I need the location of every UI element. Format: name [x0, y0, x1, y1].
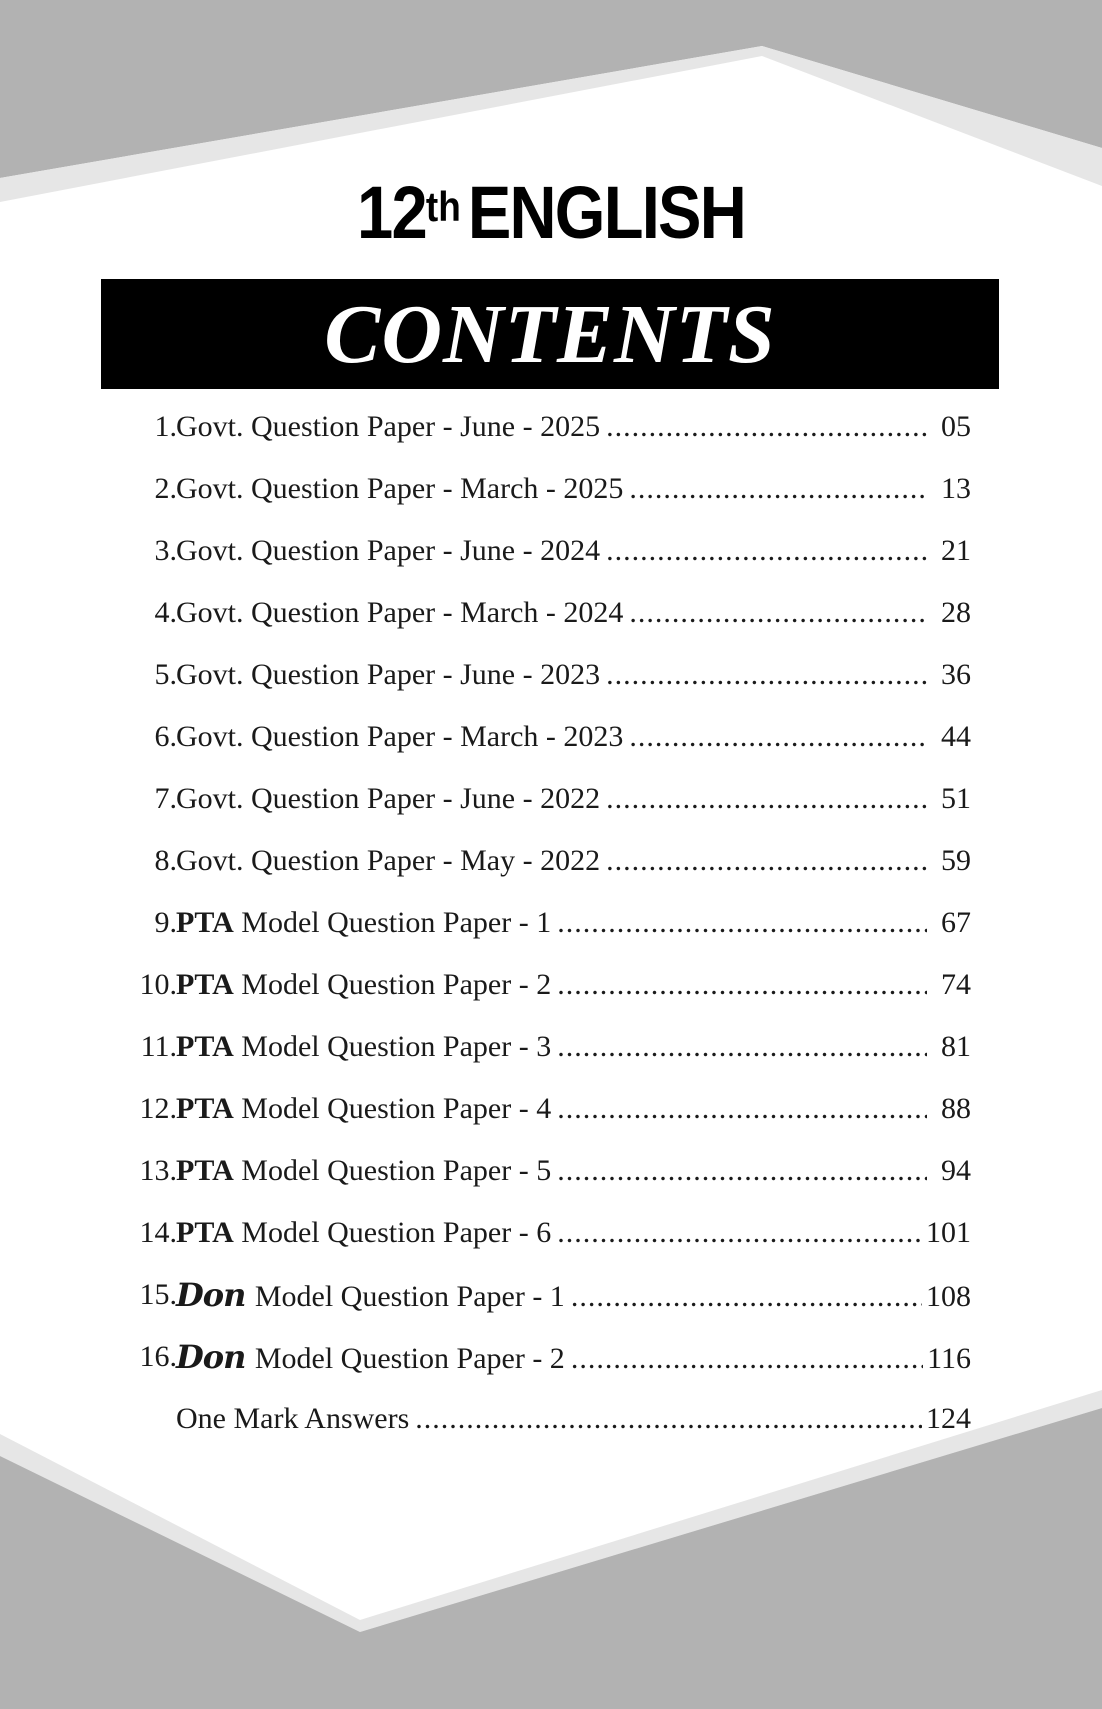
dot-leader: [571, 1280, 922, 1314]
toc-page-number: 59: [941, 844, 971, 877]
toc-row: [0, 1388, 1102, 1450]
toc-number: 12.: [139, 1092, 177, 1125]
dot-leader: [606, 534, 927, 568]
toc-entry: [176, 1216, 971, 1250]
toc-row: [0, 396, 1102, 458]
toc-title: Govt. Question Paper - March - 2024: [176, 596, 624, 629]
contents-banner: [101, 279, 999, 389]
toc-row: [0, 1326, 1102, 1388]
toc-entry: [176, 968, 971, 1002]
toc-page-number: 36: [941, 658, 971, 691]
toc-entry: [176, 1092, 971, 1126]
toc-title: Govt. Question Paper - March - 2025: [176, 472, 624, 505]
toc-title: Model Question Paper - 3: [241, 1030, 552, 1063]
dot-leader: [606, 844, 927, 878]
toc-row: [0, 1264, 1102, 1326]
toc-number: 3.: [154, 534, 177, 567]
dot-leader: [557, 1092, 927, 1126]
toc-row: [0, 1202, 1102, 1264]
toc-title: Model Question Paper - 2: [254, 1342, 565, 1375]
toc-number: 5.: [154, 658, 177, 691]
toc-entry: [176, 410, 971, 444]
toc-number: 9.: [154, 906, 177, 939]
dot-leader: [629, 472, 927, 506]
pta-brand-label: PTA: [176, 1092, 234, 1125]
toc-page-number: 28: [941, 596, 971, 629]
dot-leader: [557, 968, 927, 1002]
toc-row: [0, 706, 1102, 768]
toc-entry: [176, 472, 971, 506]
toc-page-number: 13: [941, 472, 971, 505]
toc-title: Model Question Paper - 6: [241, 1216, 552, 1249]
toc-row: [0, 644, 1102, 706]
toc-page-number: 101: [926, 1216, 971, 1249]
toc-row: [0, 582, 1102, 644]
toc-number: 10.: [139, 968, 177, 1001]
toc-page-number: 44: [941, 720, 971, 753]
toc-page-number: 05: [941, 410, 971, 443]
pta-brand-label: PTA: [176, 1154, 234, 1187]
toc-row: [0, 768, 1102, 830]
toc-page-number: 116: [927, 1342, 971, 1375]
book-title: [66, 168, 1036, 258]
don-brand-logo: Don: [176, 1276, 246, 1314]
toc-entry: [176, 534, 971, 568]
pta-brand-label: PTA: [176, 968, 234, 1001]
toc-number: 2.: [154, 472, 177, 505]
toc-row: [0, 520, 1102, 582]
toc-title: Model Question Paper - 1: [241, 906, 552, 939]
toc-entry: [176, 720, 971, 754]
toc-row: [0, 830, 1102, 892]
title-number: 12: [357, 171, 426, 254]
toc-entry: [176, 1276, 971, 1314]
toc-title: Model Question Paper - 1: [254, 1280, 565, 1313]
toc-entry: [176, 1154, 971, 1188]
toc-number: 15.: [139, 1278, 177, 1311]
toc-row: [0, 1078, 1102, 1140]
pta-brand-label: PTA: [176, 1216, 234, 1249]
toc-title: Govt. Question Paper - March - 2023: [176, 720, 624, 753]
toc-number: 1.: [154, 410, 177, 443]
toc-page-number: 67: [941, 906, 971, 939]
toc-title: Govt. Question Paper - June - 2025: [176, 410, 601, 443]
toc-number: 8.: [154, 844, 177, 877]
don-brand-logo: Don: [176, 1338, 246, 1376]
toc-page-number: 88: [941, 1092, 971, 1125]
dot-leader: [606, 410, 927, 444]
toc-page-number: 94: [941, 1154, 971, 1187]
toc-number: 16.: [139, 1340, 177, 1373]
toc-title: Model Question Paper - 4: [241, 1092, 552, 1125]
toc-number: 13.: [139, 1154, 177, 1187]
dot-leader: [606, 658, 927, 692]
toc-page-number: 81: [941, 1030, 971, 1063]
dot-leader: [629, 596, 927, 630]
dot-leader: [629, 720, 927, 754]
toc-title: Govt. Question Paper - June - 2022: [176, 782, 601, 815]
toc-entry: [176, 906, 971, 940]
pta-brand-label: PTA: [176, 906, 234, 939]
toc-title: Govt. Question Paper - June - 2023: [176, 658, 601, 691]
toc-number: 4.: [154, 596, 177, 629]
dot-leader: [606, 782, 927, 816]
toc-entry: [176, 782, 971, 816]
toc-entry: [176, 658, 971, 692]
dot-leader: [557, 1154, 927, 1188]
dot-leader: [557, 1030, 927, 1064]
pta-brand-label: PTA: [176, 1030, 234, 1063]
toc-number: 6.: [154, 720, 177, 753]
toc-entry: [176, 1402, 971, 1436]
toc-title: Govt. Question Paper - June - 2024: [176, 534, 601, 567]
toc-page-number: 124: [926, 1402, 971, 1435]
toc-row: [0, 1140, 1102, 1202]
toc-page-number: 74: [941, 968, 971, 1001]
toc-page-number: 21: [941, 534, 971, 567]
toc-entry: [176, 1030, 971, 1064]
toc-entry: [176, 1338, 971, 1376]
toc-title: One Mark Answers: [176, 1402, 410, 1435]
toc-number: 14.: [139, 1216, 177, 1249]
toc-row: [0, 1016, 1102, 1078]
contents-heading: CONTENTS: [324, 287, 776, 381]
dot-leader: [571, 1342, 923, 1376]
toc-entry: [176, 844, 971, 878]
toc-title: Model Question Paper - 5: [241, 1154, 552, 1187]
title-subject: ENGLISH: [467, 171, 745, 254]
toc-number: 7.: [154, 782, 177, 815]
toc-row: [0, 458, 1102, 520]
dot-leader: [415, 1402, 922, 1436]
title-suffix: th: [425, 183, 461, 230]
toc-row: [0, 954, 1102, 1016]
toc-page-number: 51: [941, 782, 971, 815]
toc-row: [0, 892, 1102, 954]
toc-number: 11.: [140, 1030, 177, 1063]
toc-title: Govt. Question Paper - May - 2022: [176, 844, 601, 877]
toc-title: Model Question Paper - 2: [241, 968, 552, 1001]
dot-leader: [557, 906, 927, 940]
dot-leader: [557, 1216, 922, 1250]
toc-page-number: 108: [926, 1280, 971, 1313]
toc-entry: [176, 596, 971, 630]
